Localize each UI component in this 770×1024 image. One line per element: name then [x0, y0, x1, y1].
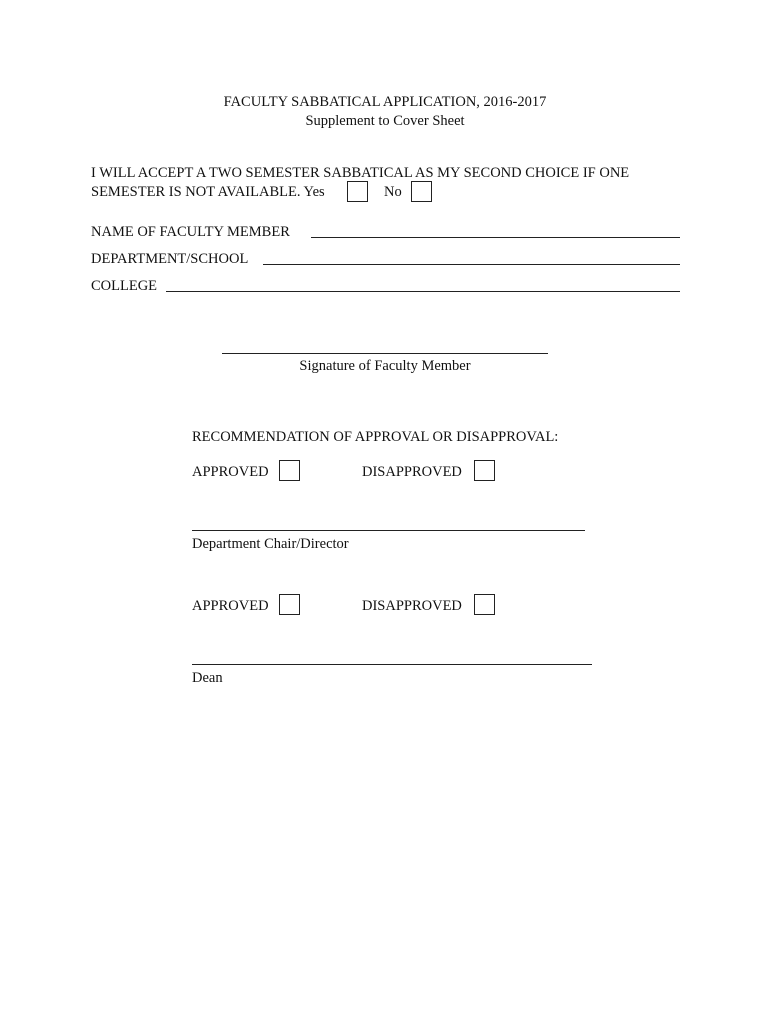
yes-checkbox[interactable] [347, 181, 368, 202]
preference-statement-line2: SEMESTER IS NOT AVAILABLE. Yes [91, 184, 325, 200]
faculty-signature-line[interactable] [222, 353, 548, 354]
dean-signature-label: Dean [192, 670, 223, 686]
form-subtitle: Supplement to Cover Sheet [305, 113, 465, 129]
no-label: No [384, 184, 402, 200]
dean-signature-line[interactable] [192, 664, 592, 665]
chair-disapproved-label: DISAPPROVED [362, 464, 462, 480]
department-label: DEPARTMENT/SCHOOL [91, 251, 249, 267]
form-title: FACULTY SABBATICAL APPLICATION, 2016-2017 [223, 94, 547, 110]
dean-approved-label: APPROVED [192, 598, 269, 614]
chair-approved-checkbox[interactable] [279, 460, 300, 481]
dean-disapproved-checkbox[interactable] [474, 594, 495, 615]
chair-signature-line[interactable] [192, 530, 585, 531]
chair-approved-label: APPROVED [192, 464, 269, 480]
no-checkbox[interactable] [411, 181, 432, 202]
preference-statement-line1: I WILL ACCEPT A TWO SEMESTER SABBATICAL AS MY SECOND CHOICE IF ONE [91, 165, 630, 181]
name-field[interactable] [311, 237, 680, 238]
dean-disapproved-label: DISAPPROVED [362, 598, 462, 614]
dean-approved-checkbox[interactable] [279, 594, 300, 615]
department-field[interactable] [263, 264, 680, 265]
college-field[interactable] [166, 291, 680, 292]
faculty-signature-label: Signature of Faculty Member [299, 358, 471, 374]
chair-disapproved-checkbox[interactable] [474, 460, 495, 481]
name-label: NAME OF FACULTY MEMBER [91, 224, 290, 240]
recommendation-heading: RECOMMENDATION OF APPROVAL OR DISAPPROVAL: [192, 429, 559, 445]
chair-signature-label: Department Chair/Director [192, 536, 349, 552]
college-label: COLLEGE [91, 278, 158, 294]
